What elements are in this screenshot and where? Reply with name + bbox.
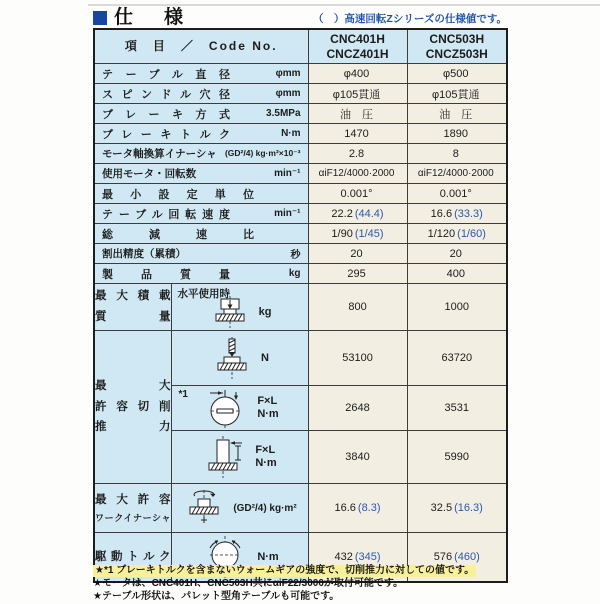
model-header-2 <box>407 29 507 64</box>
value-z-series: (460) <box>454 551 480 563</box>
value-cell <box>407 144 507 164</box>
value: 油 圧 <box>340 108 374 121</box>
value: 400 <box>446 267 465 280</box>
table-row <box>94 244 507 264</box>
value: αiF12/4000·2000 <box>417 168 494 179</box>
value-z-series: (8.3) <box>357 502 381 514</box>
model-1-line2: CNCZ401H <box>326 46 389 61</box>
value-cell <box>308 84 407 104</box>
value: 0.001° <box>340 187 373 200</box>
cutting-label-line1: 最大 <box>95 379 171 392</box>
cutting-axial-unit: N <box>261 352 269 364</box>
value-cell <box>308 264 407 284</box>
table-row <box>94 264 507 284</box>
table-header-row <box>94 29 507 64</box>
value-cell <box>407 431 507 484</box>
row-label: スピンドル穴径 <box>102 88 230 101</box>
value: 295 <box>347 267 366 280</box>
table-row <box>94 144 507 164</box>
cutting-label-line2: 許容切削 <box>95 400 171 413</box>
value: φ105貫通 <box>432 88 480 101</box>
value-cell <box>308 431 407 484</box>
row-label-cell <box>94 184 308 204</box>
value: 20 <box>350 247 363 260</box>
value-cell <box>407 224 507 244</box>
inertia-label-line2: ワークイナーシャ <box>95 513 171 524</box>
table-row-cutting-axial <box>94 331 507 386</box>
row-label: 総減速比 <box>102 228 254 241</box>
series-note: （ ）高速回転Zシリーズの仕様値です。 <box>312 13 507 25</box>
value: 20 <box>449 247 462 260</box>
value: 8 <box>452 147 459 160</box>
unit-line1: F×L <box>255 444 276 457</box>
row-label: テーブル直径 <box>102 68 230 81</box>
value: 3531 <box>444 402 469 414</box>
max-load-label-cell <box>94 284 171 331</box>
value: 5990 <box>444 451 469 463</box>
value-cell <box>407 184 507 204</box>
table-row <box>94 84 507 104</box>
row-unit: kg <box>288 268 301 279</box>
value-cell <box>407 331 507 386</box>
table-row <box>94 104 507 124</box>
value: φ400 <box>343 67 370 80</box>
value-cell <box>308 331 407 386</box>
footnote-2: ★モータは、CNC401H、CNC503H共にαiF22/3000が取付可能です。 <box>93 578 404 589</box>
inertia-icon-cell <box>171 484 308 533</box>
value: 1470 <box>344 127 369 140</box>
row-unit: min⁻¹ <box>274 208 301 219</box>
table-row <box>94 204 507 224</box>
row-unit: N·m <box>281 128 301 139</box>
footnote-mark: *1 <box>178 389 188 400</box>
footnote-3: ★テーブル形状は、パレット型角テーブルも可能です。 <box>93 591 340 602</box>
item-header-label: 項 目 ／ Code No. <box>124 39 278 53</box>
value-cell <box>407 64 507 84</box>
row-unit: min⁻¹ <box>274 168 301 179</box>
row-label-cell <box>94 264 308 284</box>
value-cell <box>308 64 407 84</box>
value-cell <box>308 104 407 124</box>
value-cell <box>308 386 407 431</box>
value-z-series: (33.3) <box>454 207 483 220</box>
torque-label: 駆動トルク <box>95 550 171 563</box>
row-unit: φmm <box>275 68 301 79</box>
value-cell <box>308 284 407 331</box>
value: 576 <box>433 551 453 563</box>
value: 16.6 <box>430 207 453 220</box>
max-load-label-line2: 質量 <box>95 311 171 323</box>
value: 1000 <box>444 301 469 313</box>
row-unit: 秒 <box>290 250 301 261</box>
page-title: 仕 様 <box>114 7 190 28</box>
unit-line1: F×L <box>257 395 278 408</box>
inertia-label-line1: 最大許容 <box>95 494 171 507</box>
value-cell <box>407 264 507 284</box>
value-cell <box>407 386 507 431</box>
cutting-axial-icon-cell <box>171 331 308 386</box>
inertia-unit: (GD²/4) kg·m² <box>233 502 297 514</box>
row-label: ブレーキ方式 <box>102 108 230 121</box>
cutting-radial-unit <box>257 395 278 420</box>
value-cell <box>407 104 507 124</box>
model-2-line2: CNCZ503H <box>425 46 488 61</box>
row-label: 割出精度（累積） <box>102 248 186 260</box>
table-row <box>94 124 507 144</box>
value: 53100 <box>342 352 373 364</box>
value-z-series: (16.3) <box>454 502 483 514</box>
row-label: モータ軸換算イナーシャ <box>102 148 217 160</box>
row-unit: φmm <box>275 88 301 99</box>
row-label-cell <box>94 224 308 244</box>
value-cell <box>407 124 507 144</box>
blue-square-bullet-icon <box>93 11 107 25</box>
value: 22.2 <box>331 207 353 220</box>
max-load-unit: kg <box>258 306 272 318</box>
horizontal-use-label: 水平使用時 <box>177 288 230 300</box>
value: 800 <box>348 301 367 313</box>
spec-table <box>93 28 508 583</box>
row-label-cell <box>94 84 308 104</box>
row-label-cell <box>94 144 308 164</box>
value: φ105貫通 <box>332 88 381 101</box>
value: αiF12/4000·2000 <box>318 168 395 179</box>
page-edge-line <box>88 4 600 6</box>
row-label: 製品質量 <box>102 268 230 281</box>
row-label-cell <box>94 64 308 84</box>
max-load-icon-cell <box>171 284 308 331</box>
inertia-label-cell <box>94 484 171 533</box>
value: 油 圧 <box>439 108 473 121</box>
cutting-radial-icon-cell <box>171 386 308 431</box>
row-label-cell <box>94 204 308 224</box>
value: 2.8 <box>348 147 365 160</box>
value-cell <box>407 84 507 104</box>
footnote-1: ★*1 ブレーキトルクを含まないウォームギアの強度で、切削推力に対しての値です。 <box>95 565 475 576</box>
cutting-moment-icon-cell <box>171 431 308 484</box>
row-label-cell <box>94 164 308 184</box>
model-header-1 <box>308 29 407 64</box>
row-label: 使用モータ・回転数 <box>102 168 197 180</box>
table-row <box>94 64 507 84</box>
value-cell <box>407 164 507 184</box>
row-label: テーブル回転速度 <box>102 208 230 221</box>
row-label: 最小設定単位 <box>102 188 254 201</box>
value: 32.5 <box>430 502 453 514</box>
value-cell <box>407 244 507 264</box>
rotating-work-inertia-icon <box>182 489 226 527</box>
column-moment-force-icon <box>202 436 248 478</box>
unit-line2: N·m <box>257 408 279 420</box>
table-row <box>94 184 507 204</box>
value: 2648 <box>345 402 370 414</box>
value-cell <box>407 284 507 331</box>
value-z-series: (1/60) <box>457 227 486 240</box>
value-cell <box>407 484 507 533</box>
value: 63720 <box>441 352 473 364</box>
value-cell <box>407 204 507 224</box>
value-cell <box>308 164 407 184</box>
value-cell <box>308 244 407 264</box>
row-label-cell <box>94 104 308 124</box>
value-z-series: (345) <box>354 551 381 563</box>
max-load-label-line1: 最大積載 <box>95 290 171 303</box>
value-cell <box>308 124 407 144</box>
cutting-label-line3: 推力 <box>95 421 171 434</box>
footnotes <box>93 565 476 604</box>
value-cell <box>308 204 407 224</box>
value: 1/120 <box>427 227 456 240</box>
axial-thrust-on-table-icon <box>210 337 254 379</box>
row-label: ブレーキトルク <box>102 128 230 141</box>
row-label-cell <box>94 244 308 264</box>
row-unit: (GD²/4) kg·m²×10⁻³ <box>224 148 301 158</box>
faceplate-radial-force-icon <box>200 388 250 428</box>
row-unit: 3.5MPa <box>266 108 301 119</box>
unit-line2: N·m <box>255 457 277 469</box>
value-cell <box>308 184 407 204</box>
cutting-moment-unit <box>255 444 276 469</box>
cutting-label-cell <box>94 331 171 484</box>
model-2-line1: CNC503H <box>429 31 485 46</box>
value-cell <box>308 484 407 533</box>
table-row <box>94 224 507 244</box>
value: 1/90 <box>331 227 353 240</box>
table-row <box>94 164 507 184</box>
value: 3840 <box>345 451 370 463</box>
value-z-series: (44.4) <box>354 207 384 220</box>
table-row-work-inertia <box>94 484 507 533</box>
value: 0.001° <box>439 187 472 200</box>
model-1-line1: CNC401H <box>330 31 385 46</box>
row-label-cell <box>94 124 308 144</box>
value: 432 <box>334 551 353 563</box>
title-bar <box>93 8 507 27</box>
value-cell <box>308 224 407 244</box>
value: 16.6 <box>334 502 356 514</box>
item-header-cell <box>94 29 308 64</box>
value-cell <box>308 144 407 164</box>
value-z-series: (1/45) <box>354 227 384 240</box>
value: 1890 <box>443 127 468 140</box>
table-row-max-load <box>94 284 507 331</box>
torque-unit: N·m <box>257 551 279 563</box>
value: φ500 <box>443 67 469 80</box>
